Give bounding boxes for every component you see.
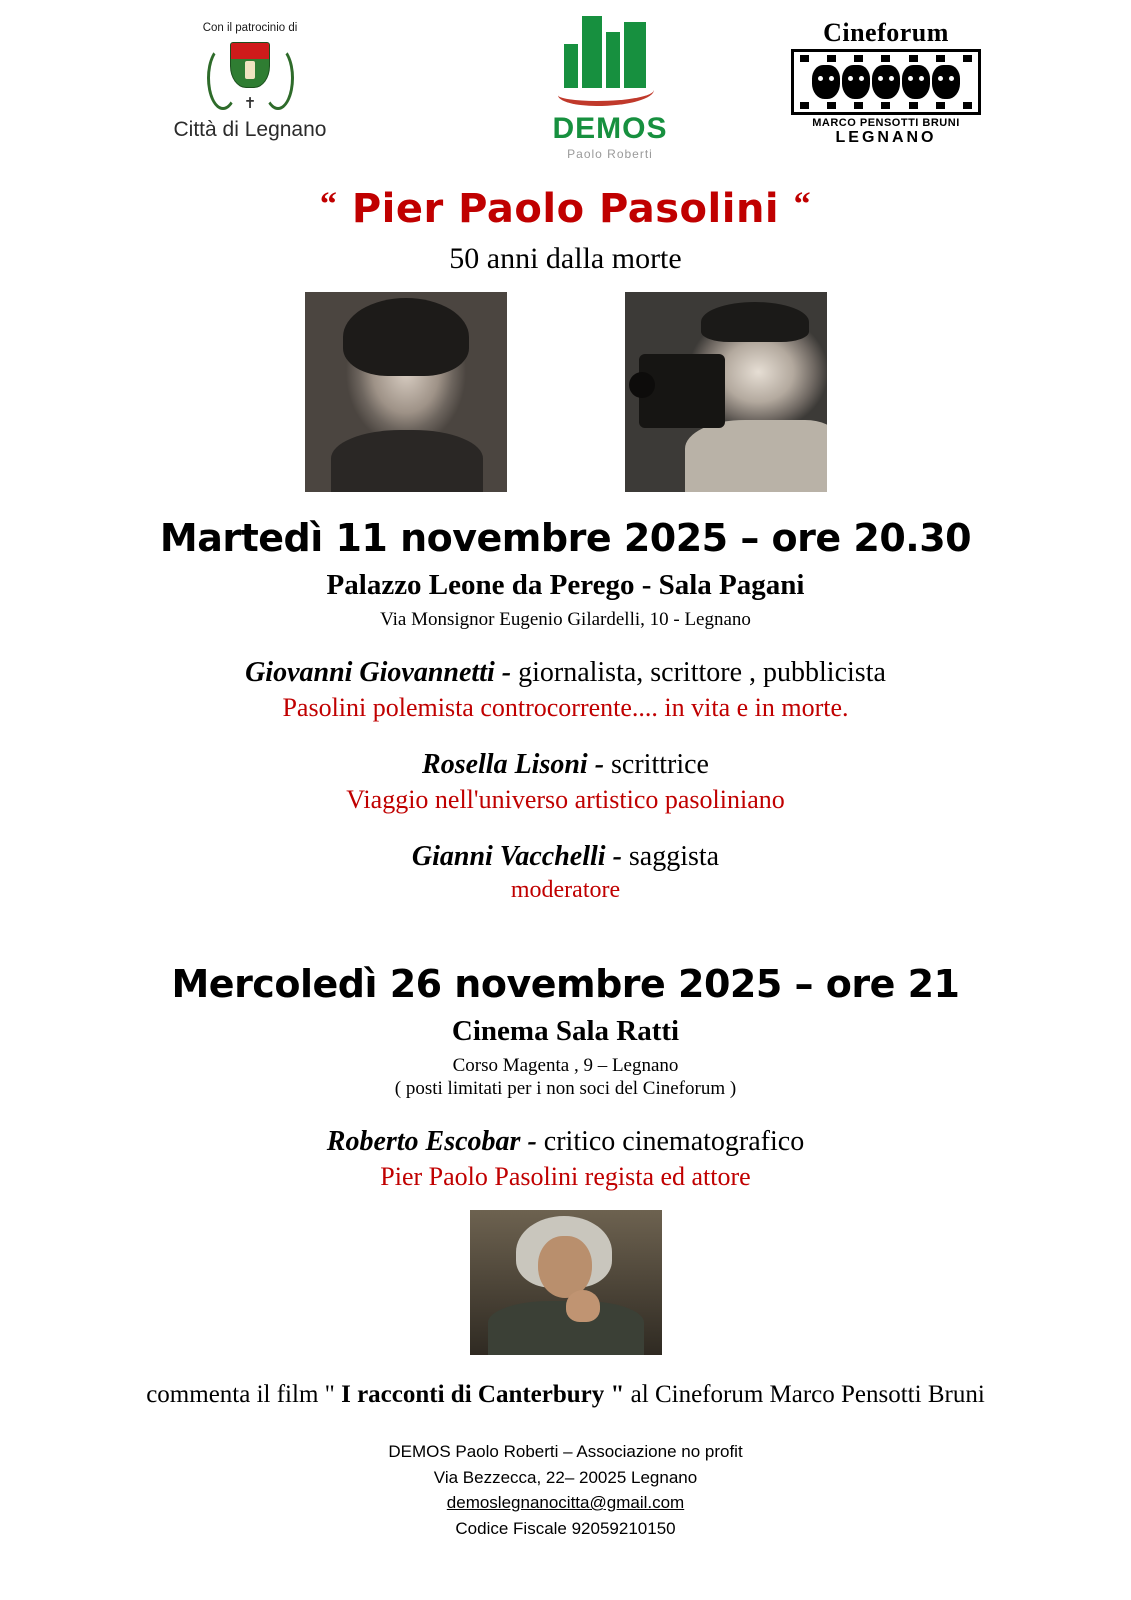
page-title: [40, 186, 1091, 232]
cineforum-logo: [791, 20, 981, 147]
speaker-role: critico cinematografico: [543, 1126, 805, 1157]
footer-email-link[interactable]: demoslegnanocitta@gmail.com: [446, 1493, 685, 1512]
film-line-after: al Cineforum Marco Pensotti Bruni: [624, 1381, 985, 1408]
speaker-role: saggista: [628, 841, 720, 872]
speaker-entry: [40, 657, 1091, 689]
film-strip-faces-icon: [791, 49, 981, 115]
logo-row: [40, 0, 1091, 170]
section-spacer: [40, 904, 1091, 938]
event-note: ( posti limitati per i non soci del Cineforum ): [394, 1078, 737, 1099]
film-line-before: commenta il film ": [146, 1381, 342, 1408]
film-comment-line: [40, 1381, 1091, 1409]
speaker-entry: [40, 749, 1091, 781]
speaker-entry: [40, 1126, 1091, 1158]
quote-close: “: [793, 186, 812, 223]
cineforum-title-label: Cineforum: [823, 18, 949, 47]
event-venue: Cinema Sala Ratti: [451, 1015, 680, 1047]
footer-line-4: Codice Fiscale 92059210150: [455, 1518, 676, 1538]
event-block-1: [40, 516, 1091, 904]
speaker-name: Gianni Vacchelli -: [411, 841, 622, 872]
demos-buildings-icon: [550, 14, 670, 114]
film-title: I racconti di Canterbury ": [341, 1381, 625, 1408]
speaker-role: giornalista, scrittore , pubblicista: [518, 657, 886, 688]
demos-subtitle-label: Paolo Roberti: [567, 147, 653, 161]
demos-name-label: DEMOS: [552, 112, 668, 145]
speaker-name: Rosella Lisoni -: [422, 749, 605, 780]
comune-logo: [150, 22, 350, 142]
city-crest-icon: ✝: [203, 36, 298, 114]
canterbury-still-photo: [470, 1210, 662, 1355]
citta-di-legnano-label: Città di Legnano: [173, 118, 327, 141]
footer-line-2: Via Bezzecca, 22– 20025 Legnano: [433, 1467, 698, 1487]
speaker-name: Roberto Escobar -: [326, 1126, 537, 1157]
title-text: Pier Paolo Pasolini: [351, 186, 780, 232]
speaker-entry: [40, 841, 1091, 873]
speaker-talk: Pasolini polemista controcorrente.... in vita e in morte.: [282, 693, 849, 722]
page-subtitle: 50 anni dalla morte: [449, 242, 682, 275]
speaker-talk: Viaggio nell'universo artistico pasoliniano: [346, 785, 785, 814]
event-venue: Palazzo Leone da Perego - Sala Pagani: [326, 569, 805, 601]
cineforum-city-label: LEGNANO: [835, 129, 937, 146]
speaker-talk: Pier Paolo Pasolini regista ed attore: [380, 1162, 751, 1191]
event-block-2: [40, 962, 1091, 1192]
event-address: Corso Magenta , 9 – Legnano: [452, 1055, 679, 1076]
footer: [40, 1439, 1091, 1541]
pasolini-camera-photo: [625, 292, 827, 492]
event-date: Mercoledì 26 novembre 2025 – ore 21: [171, 962, 960, 1006]
cineforum-names-label: MARCO PENSOTTI BRUNI: [812, 117, 960, 129]
patrocinio-label: Con il patrocinio di: [202, 22, 298, 34]
speaker-name: Giovanni Giovannetti -: [245, 657, 512, 688]
speaker-talk: moderatore: [510, 877, 621, 903]
speaker-role: scrittrice: [611, 749, 709, 780]
footer-line-1: DEMOS Paolo Roberti – Associazione no profit: [388, 1442, 743, 1461]
quote-open: “: [319, 186, 338, 223]
event-date: Martedì 11 novembre 2025 – ore 20.30: [159, 516, 972, 560]
photo-row: [40, 292, 1091, 492]
demos-logo: [525, 14, 695, 161]
pasolini-portrait-photo: [305, 292, 507, 492]
event-address: Via Monsignor Eugenio Gilardelli, 10 - Legnano: [380, 609, 751, 630]
